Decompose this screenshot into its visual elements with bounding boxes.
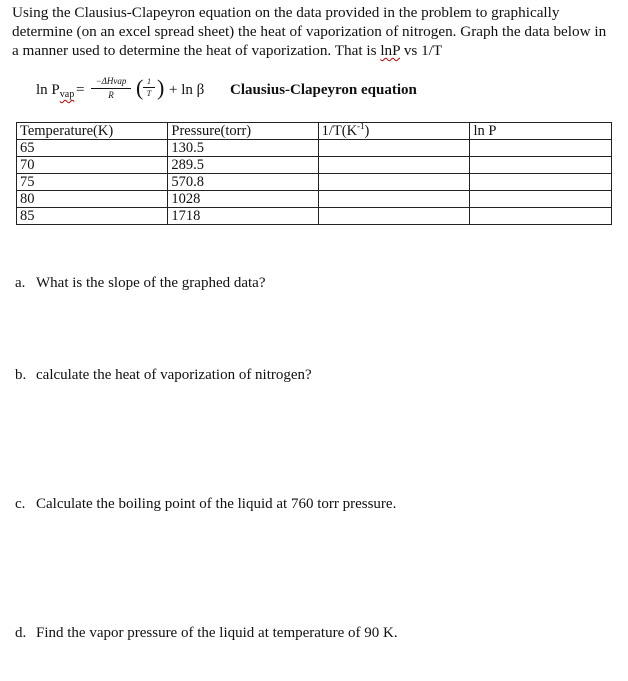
enthalpy-fraction	[91, 76, 131, 102]
cell-ln-p[interactable]	[470, 157, 612, 174]
fraction-denominator: R	[108, 90, 114, 100]
cell-temperature: 75	[17, 174, 168, 191]
question-letter: d.	[15, 625, 27, 641]
cell-inverse-temperature[interactable]	[318, 140, 470, 157]
header-pressure: Pressure(torr)	[168, 123, 318, 140]
lnp-term: lnP	[380, 42, 401, 59]
close-paren: )	[157, 75, 165, 100]
question-text: calculate the heat of vaporization of nitrogen?	[36, 367, 312, 383]
cell-pressure: 289.5	[168, 157, 318, 174]
question-d	[15, 625, 398, 642]
table-row	[17, 208, 612, 225]
cell-pressure: 570.8	[168, 174, 318, 191]
cell-inverse-temperature[interactable]	[318, 174, 470, 191]
clausius-clapeyron-equation	[36, 74, 596, 110]
inverse-t-denominator: T	[146, 89, 152, 98]
question-c	[15, 496, 396, 513]
question-letter: b.	[15, 367, 27, 383]
header-temperature: Temperature(K)	[17, 123, 168, 140]
equation-lhs: $\ln P_{vap}$	[36, 82, 75, 100]
problem-statement	[12, 3, 612, 60]
cell-inverse-temperature[interactable]	[318, 208, 470, 225]
cell-inverse-temperature[interactable]	[318, 191, 470, 208]
equals-sign: =	[76, 82, 85, 98]
open-paren: (	[136, 75, 144, 100]
equation-name: Clausius-Clapeyron equation	[230, 82, 417, 98]
equation-lhs-subscript: vap	[59, 89, 75, 100]
cell-pressure: 130.5	[168, 140, 318, 157]
equation-intercept-term: + ln β	[169, 82, 205, 98]
question-text: Find the vapor pressure of the liquid at temperature of 90 K.	[36, 625, 398, 641]
table-header-row	[17, 123, 612, 140]
cell-temperature: 85	[17, 208, 168, 225]
inverse-t-numerator: 1	[143, 77, 155, 88]
header-ln-p: ln P	[470, 123, 612, 140]
fraction-numerator: −ΔHvap	[91, 76, 131, 89]
cell-ln-p[interactable]	[470, 208, 612, 225]
question-text: What is the slope of the graphed data?	[36, 275, 266, 291]
table-row	[17, 140, 612, 157]
cell-ln-p[interactable]	[470, 174, 612, 191]
problem-text-2: vs 1/T	[400, 42, 443, 59]
question-letter: a.	[15, 275, 26, 291]
cell-temperature: 80	[17, 191, 168, 208]
problem-text-1: Using the Clausius-Clapeyron equation on the data provided in the problem to graphically determine (on an excel spread sheet) the heat of vaporization of nitrogen. Graph the data below in a manner used to determine the heat of vaporization. That is	[12, 4, 607, 59]
data-table	[16, 122, 612, 225]
question-text: Calculate the boiling point of the liquid at 760 torr pressure.	[36, 496, 397, 512]
table-row	[17, 157, 612, 174]
question-a	[15, 275, 266, 292]
cell-inverse-temperature[interactable]	[318, 157, 470, 174]
header-inverse-temperature: $1/T(K^{-1})$	[318, 123, 470, 140]
table-row	[17, 191, 612, 208]
question-letter: c.	[15, 496, 26, 512]
cell-temperature: 70	[17, 157, 168, 174]
question-b	[15, 367, 312, 384]
cell-ln-p[interactable]	[470, 140, 612, 157]
cell-pressure: 1028	[168, 191, 318, 208]
cell-ln-p[interactable]	[470, 191, 612, 208]
cell-temperature: 65	[17, 140, 168, 157]
inverse-temperature-fraction	[143, 77, 155, 99]
table-row	[17, 174, 612, 191]
cell-pressure: 1718	[168, 208, 318, 225]
